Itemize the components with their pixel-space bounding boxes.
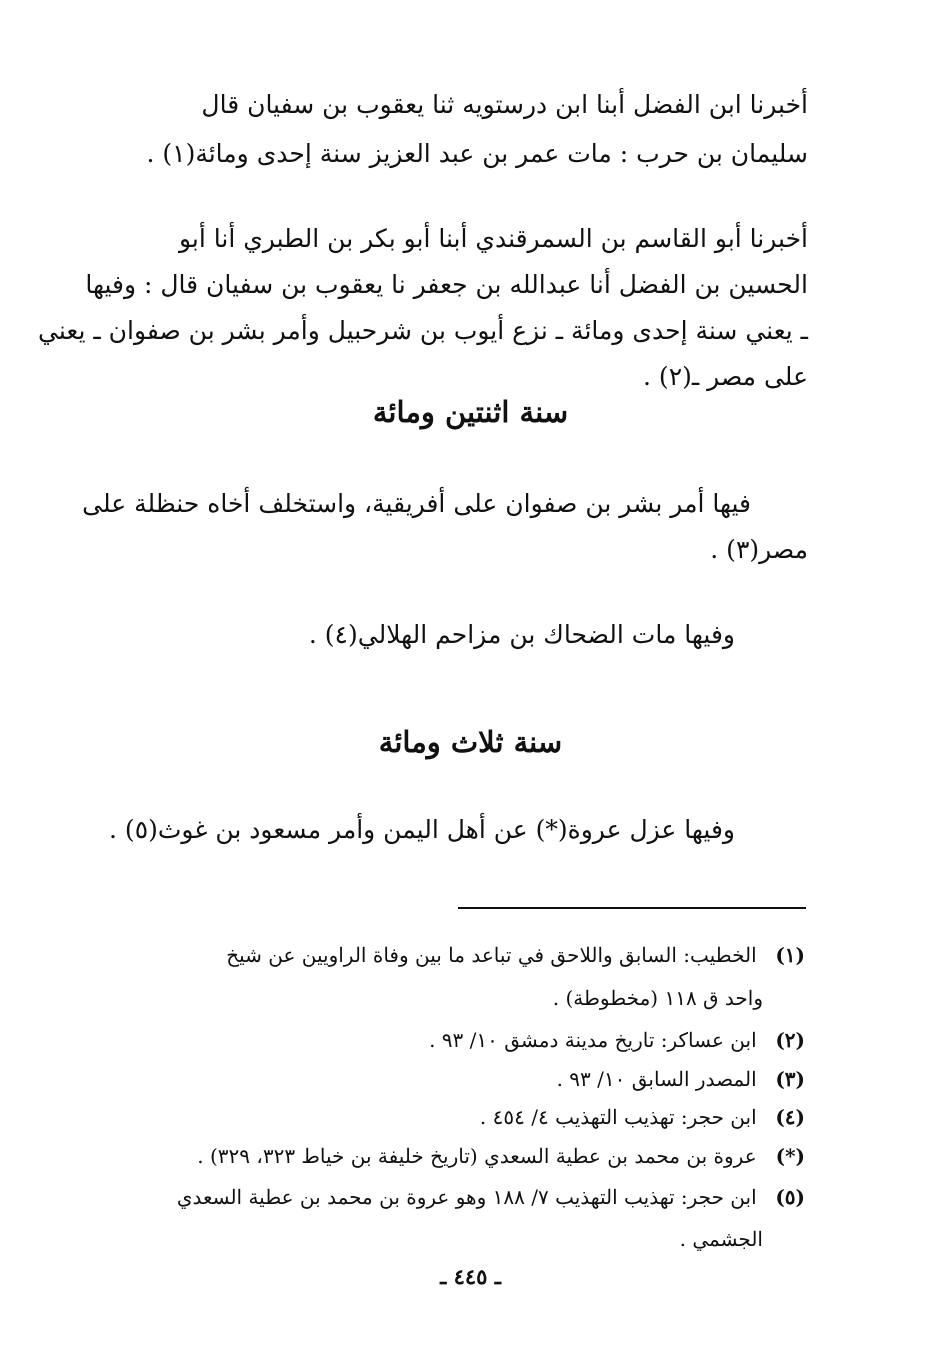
- footnote-number: (*): [775, 1144, 805, 1168]
- text-line: أخبرنا أبو القاسم بن السمرقندي أبنا أبو بكر بن الطبري أنا أبو: [179, 224, 808, 253]
- footnote: [429, 1025, 805, 1055]
- footnote-text: المصدر السابق ١٠/ ٩٣ .: [556, 1067, 757, 1091]
- footnote: [197, 1141, 805, 1171]
- footnote-number: (١): [775, 943, 805, 967]
- text-line: مصر(٣) .: [710, 535, 808, 564]
- footnote-number: (٤): [775, 1105, 805, 1129]
- footnote: [480, 1102, 805, 1132]
- text-line: أخبرنا ابن الفضل أبنا ابن درستويه ثنا يعقوب بن سفيان قال: [201, 90, 808, 119]
- section-heading: سنة ثلاث ومائة: [378, 725, 563, 759]
- footnote-text: ابن عساكر: تاريخ مدينة دمشق ١٠/ ٩٣ .: [429, 1028, 757, 1052]
- text-line: وفيها مات الضحاك بن مزاحم الهلالي(٤) .: [308, 620, 735, 649]
- text-line: سليمان بن حرب : مات عمر بن عبد العزيز سنة إحدى ومائة(١) .: [146, 139, 808, 168]
- footnote: [177, 1182, 805, 1212]
- footnote-number: (٢): [775, 1028, 805, 1052]
- footnote-text: ابن حجر: تهذيب التهذيب ٧/ ١٨٨ وهو عروة بن محمد بن عطية السعدي: [176, 1185, 757, 1209]
- footnote-continuation: [680, 1224, 763, 1254]
- footnote: [557, 1064, 805, 1094]
- text-line: الحسين بن الفضل أنا عبدالله بن جعفر نا يعقوب بن سفيان قال : وفيها: [85, 270, 808, 299]
- footnote-continuation: [553, 983, 763, 1013]
- footnote-text: الجشمي .: [679, 1227, 763, 1251]
- footnote-text: عروة بن محمد بن عطية السعدي (تاريخ خليفة بن خياط ٣٢٣، ٣٢٩) .: [197, 1144, 757, 1168]
- page-number: ـ ٤٤٥ ـ: [440, 1264, 501, 1289]
- text-line: ـ يعني سنة إحدى ومائة ـ نزع أيوب بن شرحبيل وأمر بشر بن صفوان ـ يعني: [38, 316, 808, 345]
- footnote-separator: [458, 907, 806, 909]
- footnote-text: الخطيب: السابق واللاحق في تباعد ما بين وفاة الراويين عن شيخ: [226, 943, 757, 967]
- footnote-number: (٥): [775, 1185, 805, 1209]
- footnote-number: (٣): [775, 1067, 805, 1091]
- text-line: فيها أمر بشر بن صفوان على أفريقية، واستخلف أخاه حنظلة على: [82, 489, 751, 518]
- section-heading: سنة اثنتين ومائة: [372, 395, 569, 429]
- text-line: على مصر ـ(٢) .: [643, 362, 808, 391]
- footnote-text: ابن حجر: تهذيب التهذيب ٤/ ٤٥٤ .: [479, 1105, 757, 1129]
- footnote-text: واحد ق ١١٨ (مخطوطة) .: [552, 986, 763, 1010]
- footnote: [226, 940, 805, 970]
- text-line: وفيها عزل عروة(*) عن أهل اليمن وأمر مسعود بن غوث(٥) .: [109, 815, 735, 844]
